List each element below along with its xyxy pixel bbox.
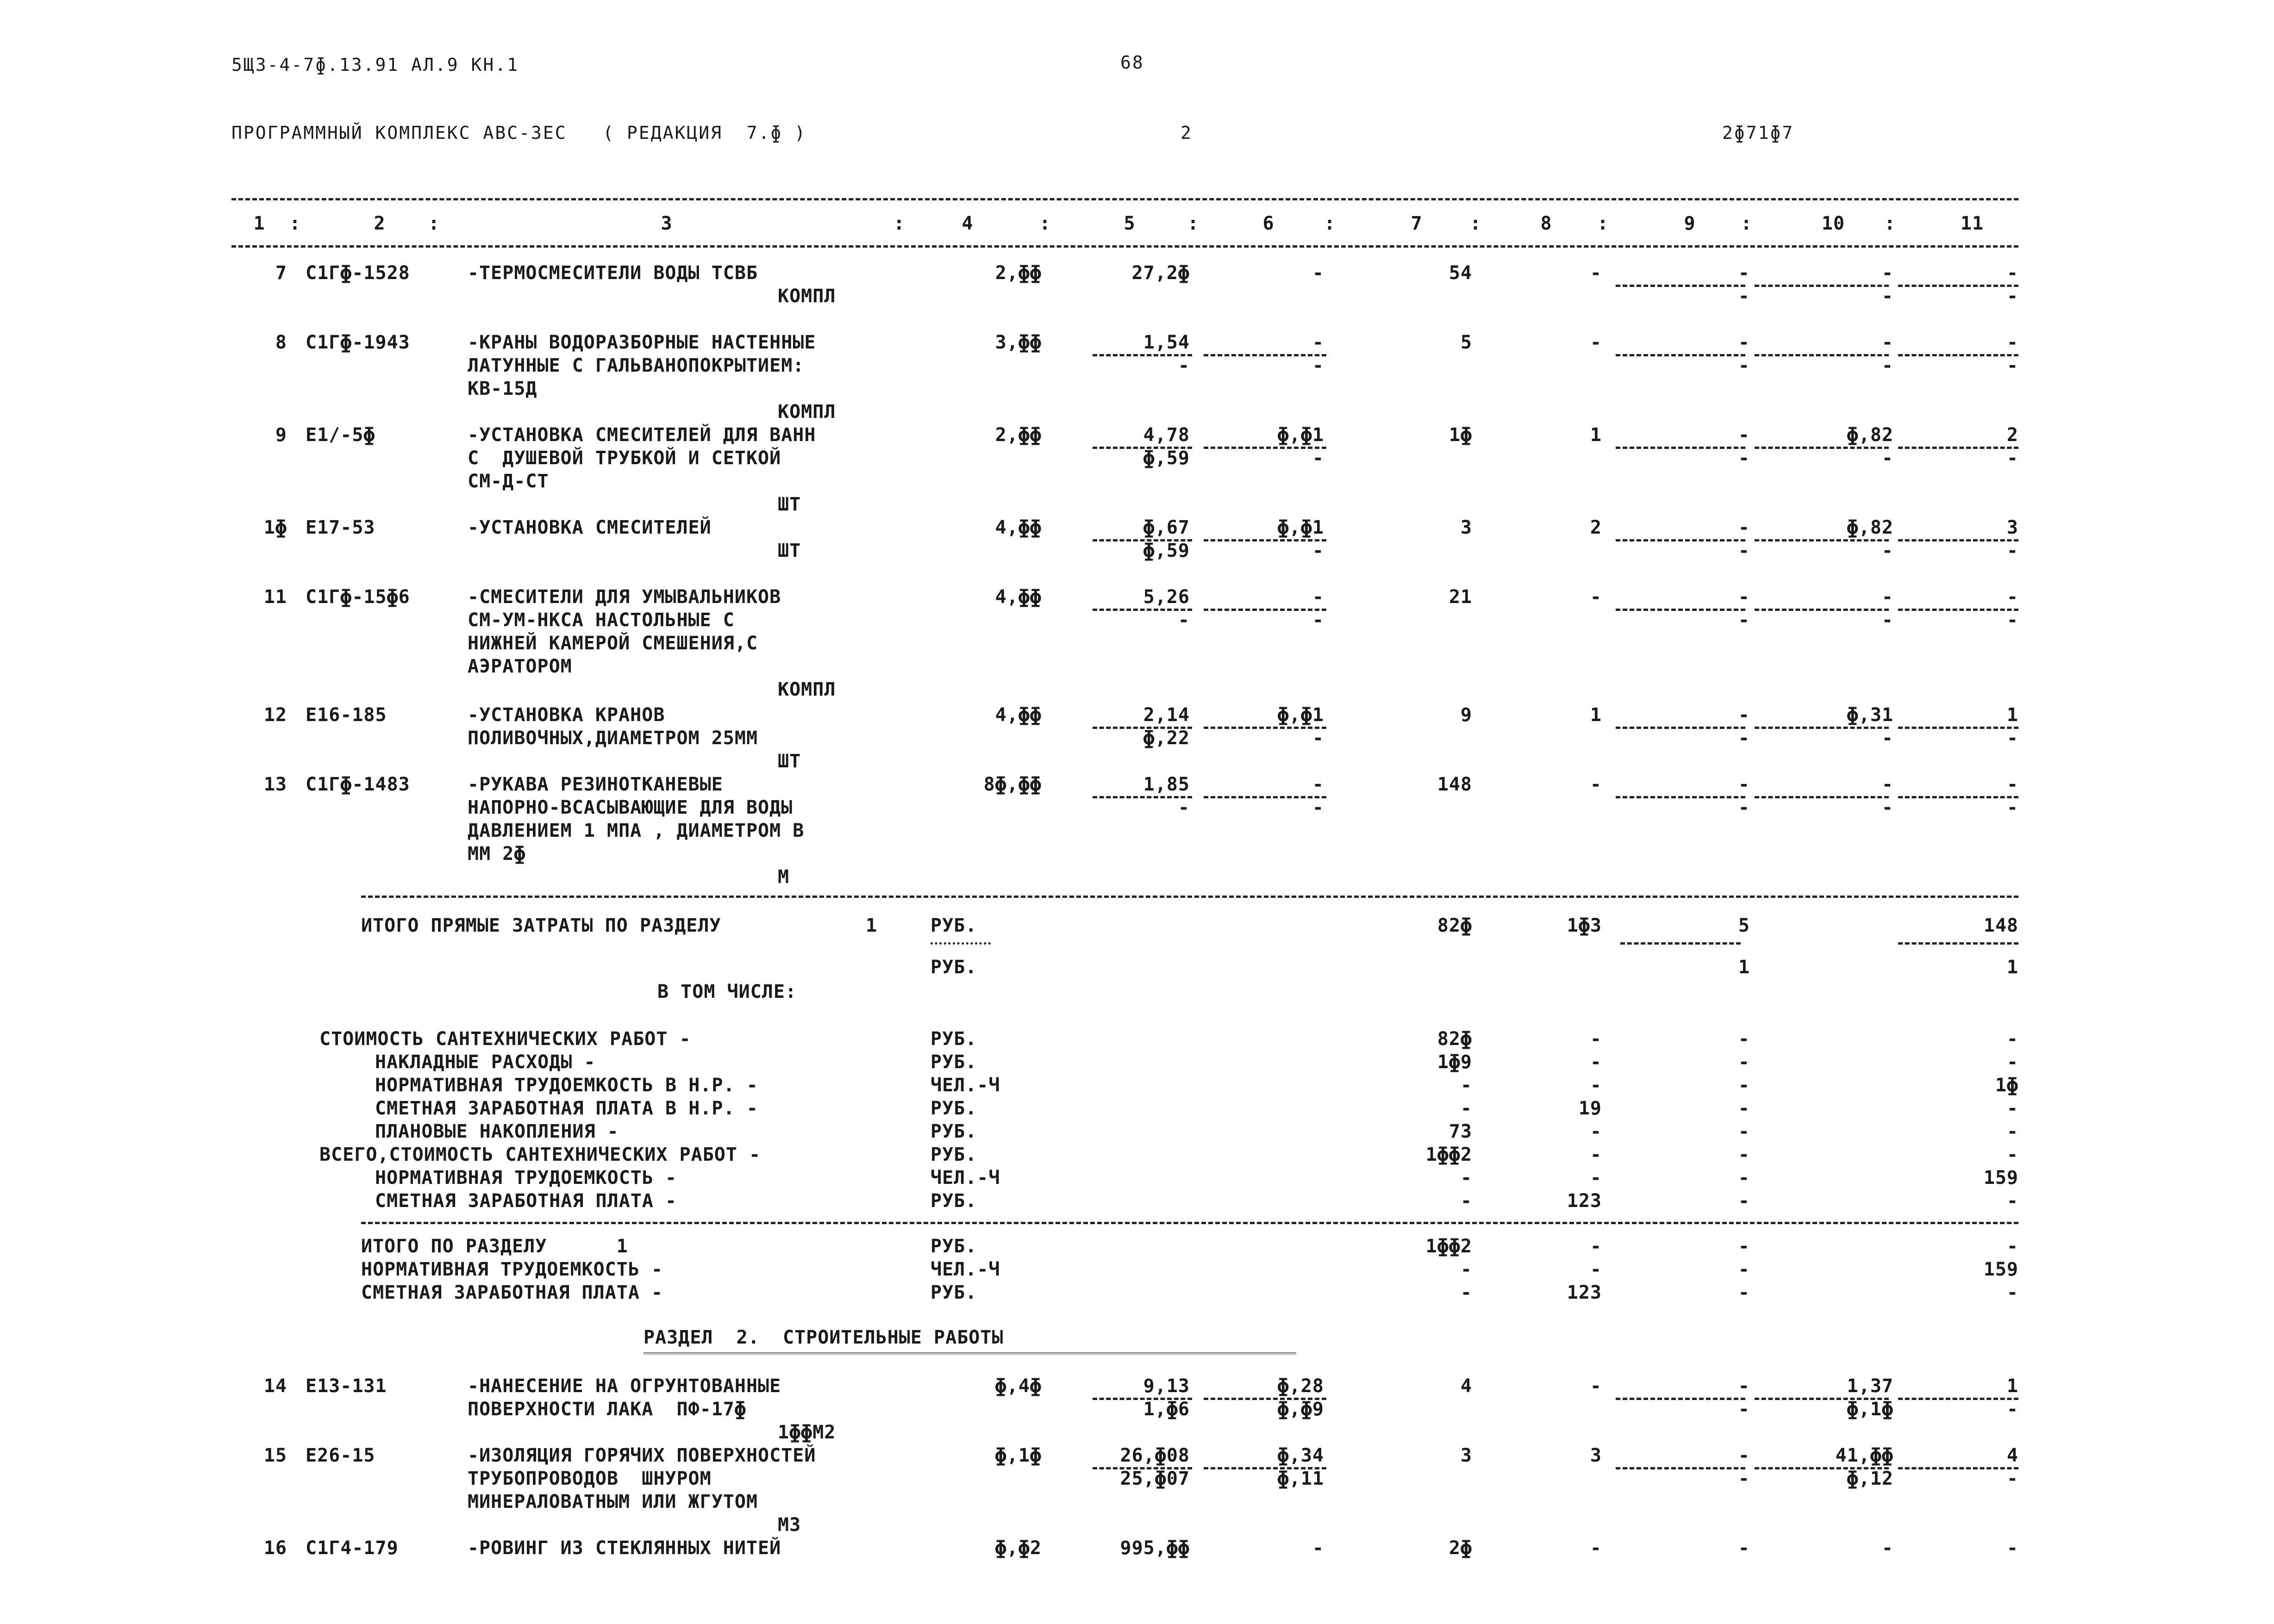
row-col8: 1 [1590,424,1602,446]
row-col6-sub: ɸ,11 [1277,1468,1324,1489]
subtotal-c11-underline [1898,942,2018,945]
summary-col7: 73 [1449,1121,1472,1142]
section-total-col7: - [1460,1282,1472,1303]
row-col5: 5,26 [1143,586,1190,608]
page-number: 68 [1120,52,1144,73]
row-code: Е1/-5ɸ [306,424,375,446]
section-total-unit: ЧЕЛ.-Ч [931,1259,1000,1280]
row-col10: ɸ,31 [1847,704,1893,726]
row-col5-sub: ɸ,22 [1143,728,1190,749]
row-col11: 4 [2006,1445,2018,1466]
summary-label: НОРМАТИВНАЯ ТРУДОЕМКОСТЬ - [375,1167,677,1188]
row-col11-sub: - [2006,540,2018,561]
summary-col7: - [1460,1098,1472,1119]
subtotal-unit: РУБ. [931,915,977,936]
row-col8: - [1590,586,1602,608]
column-separator: : [1884,213,1896,234]
section-total-col7: 1ɸɸ2 [1425,1236,1472,1257]
document-code: 2ɸ71ɸ7 [1722,123,1794,143]
row-col9: - [1738,1537,1750,1559]
row-quantity: 4,ɸɸ [995,517,1042,538]
row-col6-sub: - [1312,448,1324,469]
row-code: С1Гɸ-15ɸ6 [306,586,410,608]
section-2-underline [643,1352,1296,1357]
summary-unit: ЧЕЛ.-Ч [931,1167,1000,1188]
section-total-col9: - [1738,1259,1750,1280]
subtotal-unit-2: РУБ. [931,957,977,978]
row-description-line: -УСТАНОВКА СМЕСИТЕЛЕЙ [468,517,712,538]
column-separator: : [1741,213,1753,234]
row-col7: 4 [1460,1375,1472,1397]
row-col11-sub: - [2006,1468,2018,1489]
row-col8: 2 [1590,517,1602,538]
row-description-line: НИЖНЕЙ КАМЕРОЙ СМЕШЕНИЯ,С [468,633,758,654]
summary-label: СМЕТНАЯ ЗАРАБОТНАЯ ПЛАТА В Н.Р. - [375,1098,758,1119]
row-col5: 9,13 [1143,1375,1190,1397]
summary-unit: РУБ. [931,1052,977,1073]
row-description-line: НАПОРНО-ВСАСЫВАЮЩИЕ ДЛЯ ВОДЫ [468,797,793,818]
row-description-line: -ИЗОЛЯЦИЯ ГОРЯЧИХ ПОВЕРХНОСТЕЙ [468,1445,816,1466]
summary-unit: РУБ. [931,1098,977,1119]
summary-col11: 159 [1983,1167,2018,1188]
summary-col8: 123 [1567,1190,1602,1212]
row-description-line: ММ 2ɸ [468,843,526,865]
section-total-label: ИТОГО ПО РАЗДЕЛУ 1 [361,1236,628,1257]
row-col11: - [2006,1537,2018,1559]
row-col11-sub: - [2006,797,2018,818]
summary-col8: 19 [1578,1098,1602,1119]
row-number: 7 [275,262,287,284]
row-quantity: 3,ɸɸ [995,332,1042,353]
section-total-col7: - [1460,1259,1472,1280]
summary-col9: - [1738,1075,1750,1096]
row-col11: 2 [2006,424,2018,446]
summary-col9: - [1738,1190,1750,1212]
column-header-5: 5 [1124,213,1136,234]
row-col9-sub: - [1738,286,1750,307]
summary-col9: - [1738,1028,1750,1050]
row-col10: 41,ɸɸ [1835,1445,1893,1466]
summary-col11: - [2006,1190,2018,1212]
row-col10: 1,37 [1847,1375,1893,1397]
row-col6: ɸ,ɸ1 [1277,704,1324,726]
row-col7: 1ɸ [1449,424,1472,446]
column-separator: : [1187,213,1199,234]
row-col10: ɸ,82 [1847,517,1893,538]
summary-col8: - [1590,1167,1602,1188]
row-number: 8 [275,332,287,353]
table-header-rule [231,245,2018,248]
summary-col11: - [2006,1028,2018,1050]
row-description-line: -УСТАНОВКА КРАНОВ [468,704,665,726]
row-col9: - [1738,262,1750,284]
summary-col8: - [1590,1028,1602,1050]
row-col9: - [1738,704,1750,726]
section-total-label: НОРМАТИВНАЯ ТРУДОЕМКОСТЬ - [361,1259,663,1280]
row-col11: 1 [2006,1375,2018,1397]
row-number: 15 [263,1445,287,1466]
row-number: 13 [263,774,287,795]
row-col11: - [2006,774,2018,795]
row-col6: ɸ,ɸ1 [1277,517,1324,538]
summary-unit: РУБ. [931,1144,977,1165]
subtotal-c11: 148 [1983,915,2018,936]
row-col11: 3 [2006,517,2018,538]
row-description-line: ПОВЕРХНОСТИ ЛАКА ПФ-17ɸ [468,1399,746,1420]
column-separator: : [893,213,906,234]
row-unit: ШТ [778,540,801,561]
row-col10-sub: - [1881,448,1893,469]
row-col10-sub: - [1881,797,1893,818]
column-header-6: 6 [1262,213,1274,234]
row-col5-sub: 1,ɸ6 [1143,1399,1190,1420]
row-col7: 54 [1449,262,1472,284]
row-col9-sub: - [1738,797,1750,818]
row-unit: КОМПЛ [778,679,836,700]
row-col9-sub: - [1738,1399,1750,1420]
row-col10-sub: - [1881,728,1893,749]
column-separator: : [289,213,301,234]
row-code: Е26-15 [306,1445,375,1466]
summary-col11: - [2006,1121,2018,1142]
row-quantity: ɸ,ɸ2 [995,1537,1042,1559]
row-col6: - [1312,586,1324,608]
summary-col9: - [1738,1144,1750,1165]
subtotal-c11b: 1 [2006,957,2018,978]
summary-unit: РУБ. [931,1028,977,1050]
row-col6-sub: - [1312,355,1324,376]
row-description-line: -РОВИНГ ИЗ СТЕКЛЯННЫХ НИТЕЙ [468,1537,781,1559]
column-header-7: 7 [1411,213,1423,234]
row-unit: ШТ [778,751,801,772]
row-col5: 4,78 [1143,424,1190,446]
row-unit: ШТ [778,494,801,515]
summary-label: ПЛАНОВЫЕ НАКОПЛЕНИЯ - [375,1121,619,1142]
row-code: Е17-53 [306,517,375,538]
row-col9: - [1738,1445,1750,1466]
row-description-line: ТРУБОПРОВОДОВ ШНУРОМ [468,1468,712,1489]
row-col9: - [1738,1375,1750,1397]
row-col7: 2ɸ [1449,1537,1472,1559]
row-col10-sub: ɸ,12 [1847,1468,1893,1489]
section-total-col11: - [2006,1236,2018,1257]
column-header-3: 3 [661,213,673,234]
row-col10: - [1881,774,1893,795]
row-col10: - [1881,332,1893,353]
row-col9-sub: - [1738,540,1750,561]
section-total-col9: - [1738,1282,1750,1303]
row-quantity: ɸ,4ɸ [995,1375,1042,1397]
row-quantity: 4,ɸɸ [995,704,1042,726]
subtotal-c9b: 1 [1738,957,1750,978]
row-col11-sub: - [2006,355,2018,376]
summary-label: СТОИМОСТЬ САНТЕХНИЧЕСКИХ РАБОТ - [319,1028,691,1050]
column-separator: : [1039,213,1051,234]
including-label: В ТОМ ЧИСЛЕ: [657,981,797,1002]
row-col11-sub: - [2006,1399,2018,1420]
row-col5: 26,ɸ08 [1120,1445,1190,1466]
row-number: 1ɸ [263,517,287,538]
column-header-9: 9 [1684,213,1696,234]
row-number: 14 [263,1375,287,1397]
row-col5-sub: ɸ,59 [1143,448,1190,469]
row-col5: 1,85 [1143,774,1190,795]
row-code: С1Гɸ-1483 [306,774,410,795]
row-description-line: -НАНЕСЕНИЕ НА ОГРУНТОВАННЫЕ [468,1375,781,1397]
row-col11: 1 [2006,704,2018,726]
summary-col11: 1ɸ [1995,1075,2018,1096]
row-description-line: СМ-УМ-НКСА НАСТОЛЬНЫЕ С [468,610,735,631]
row-col9-sub: - [1738,728,1750,749]
summary-col8: - [1590,1052,1602,1073]
subtotal-c7: 82ɸ [1437,915,1472,936]
summary-label: НОРМАТИВНАЯ ТРУДОЕМКОСТЬ В Н.Р. - [375,1075,758,1096]
section-total-col8: - [1590,1259,1602,1280]
row-code: С1Гɸ-1943 [306,332,410,353]
row-col7: 3 [1460,1445,1472,1466]
row-col8: 3 [1590,1445,1602,1466]
section-total-col11: - [2006,1282,2018,1303]
row-description-line: -ТЕРМОСМЕСИТЕЛИ ВОДЫ ТСВБ [468,262,758,284]
row-col5: 1,54 [1143,332,1190,353]
row-col6: ɸ,28 [1277,1375,1324,1397]
subtotal-unit-underline [931,942,991,945]
row-col7: 148 [1437,774,1472,795]
row-description-line: С ДУШЕВОЙ ТРУБКОЙ И СЕТКОЙ [468,448,781,469]
column-header-4: 4 [962,213,974,234]
section-total-unit: РУБ. [931,1282,977,1303]
summary-label: СМЕТНАЯ ЗАРАБОТНАЯ ПЛАТА - [375,1190,677,1212]
column-header-2: 2 [374,213,386,234]
row-col7: 21 [1449,586,1472,608]
row-col9: - [1738,332,1750,353]
row-col9: - [1738,774,1750,795]
subtotal-c9-underline [1620,942,1741,945]
section-total-rule [361,1222,2018,1224]
row-col5: 27,2ɸ [1131,262,1190,284]
row-unit: М3 [778,1514,801,1536]
row-quantity: 4,ɸɸ [995,586,1042,608]
row-col11-sub: - [2006,448,2018,469]
row-col6: - [1312,262,1324,284]
row-col8: - [1590,774,1602,795]
row-col6: - [1312,1537,1324,1559]
subtotal-rule [361,896,2018,898]
row-col6-sub: - [1312,610,1324,631]
summary-unit: РУБ. [931,1190,977,1212]
row-description-line: -УСТАНОВКА СМЕСИТЕЛЕЙ ДЛЯ ВАНН [468,424,816,446]
summary-col7: 1ɸɸ2 [1425,1144,1472,1165]
summary-col7: 1ɸ9 [1437,1052,1472,1073]
program-line: ПРОГРАММНЫЙ КОМПЛЕКС АВС-3ЕС ( РЕДАКЦИЯ 7.ɸ ) [231,123,807,143]
table-top-rule [231,198,2018,200]
subtotal-label: ИТОГО ПРЯМЫЕ ЗАТРАТЫ ПО РАЗДЕЛУ [361,915,721,936]
row-col6: - [1312,774,1324,795]
row-col10-sub: - [1881,610,1893,631]
row-number: 9 [275,424,287,446]
row-quantity: ɸ,1ɸ [995,1445,1042,1466]
row-col10: ɸ,82 [1847,424,1893,446]
column-header-10: 10 [1821,213,1845,234]
row-col6-sub: - [1312,797,1324,818]
row-description-line: ПОЛИВОЧНЫХ,ДИАМЕТРОМ 25ММ [468,728,758,749]
row-col6: ɸ,ɸ1 [1277,424,1324,446]
column-header-11: 11 [1960,213,1984,234]
row-col6-sub: - [1312,540,1324,561]
row-col6: ɸ,34 [1277,1445,1324,1466]
row-col5-sub: - [1178,355,1190,376]
row-quantity: 8ɸ,ɸɸ [983,774,1042,795]
column-separator: : [428,213,440,234]
row-col11-sub: - [2006,610,2018,631]
row-number: 12 [263,704,287,726]
row-description-line: АЭРАТОРОМ [468,656,572,677]
section-total-col9: - [1738,1236,1750,1257]
summary-col8: - [1590,1144,1602,1165]
row-col8: - [1590,1537,1602,1559]
summary-col9: - [1738,1167,1750,1188]
row-description-line: ЛАТУННЫЕ С ГАЛЬВАНОПОКРЫТИЕМ: [468,355,805,376]
section-total-unit: РУБ. [931,1236,977,1257]
row-col11: - [2006,586,2018,608]
row-unit: 1ɸɸМ2 [778,1422,836,1443]
summary-unit: РУБ. [931,1121,977,1142]
row-col8: - [1590,262,1602,284]
summary-col7: - [1460,1075,1472,1096]
summary-col9: - [1738,1121,1750,1142]
row-col8: - [1590,1375,1602,1397]
column-separator: : [1324,213,1336,234]
row-col8: - [1590,332,1602,353]
summary-col11: - [2006,1098,2018,1119]
row-col9-sub: - [1738,1468,1750,1489]
summary-col9: - [1738,1052,1750,1073]
row-col9-sub: - [1738,610,1750,631]
summary-col8: - [1590,1075,1602,1096]
row-col5-sub: - [1178,610,1190,631]
summary-col7: 82ɸ [1437,1028,1472,1050]
row-col8: 1 [1590,704,1602,726]
row-col6: - [1312,332,1324,353]
row-code: Е13-131 [306,1375,387,1397]
row-col9: - [1738,424,1750,446]
row-description-line: МИНЕРАЛОВАТНЫМ ИЛИ ЖГУТОМ [468,1491,758,1512]
row-unit: КОМПЛ [778,286,836,307]
sheet-number: 2 [1181,123,1193,143]
row-description-line: КВ-15Д [468,378,537,399]
row-col9: - [1738,517,1750,538]
row-col5-sub: - [1178,797,1190,818]
column-header-8: 8 [1540,213,1552,234]
row-number: 11 [263,586,287,608]
row-quantity: 2,ɸɸ [995,262,1042,284]
subtotal-c8: 1ɸ3 [1567,915,1602,936]
summary-col7: - [1460,1190,1472,1212]
column-header-1: 1 [253,213,265,234]
row-col11-sub: - [2006,286,2018,307]
row-col10: - [1881,1537,1893,1559]
row-col5-sub: ɸ,59 [1143,540,1190,561]
row-col6-sub: ɸ,ɸ9 [1277,1399,1324,1420]
row-col7: 3 [1460,517,1472,538]
row-unit: КОМПЛ [778,401,836,423]
summary-col7: - [1460,1167,1472,1188]
row-description-line: -СМЕСИТЕЛИ ДЛЯ УМЫВАЛЬНИКОВ [468,586,781,608]
row-code: Е16-185 [306,704,387,726]
row-col10: - [1881,262,1893,284]
summary-col9: - [1738,1098,1750,1119]
row-col5: 995,ɸɸ [1120,1537,1190,1559]
row-number: 16 [263,1537,287,1559]
row-description-line: ДАВЛЕНИЕМ 1 МПА , ДИАМЕТРОМ В [468,820,805,841]
section-total-col8: - [1590,1236,1602,1257]
row-code: С1Гɸ-1528 [306,262,410,284]
section-2-title: РАЗДЕЛ 2. СТРОИТЕЛЬНЫЕ РАБОТЫ [643,1327,1004,1348]
row-col7: 9 [1460,704,1472,726]
row-col10-sub: - [1881,286,1893,307]
summary-col11: - [2006,1052,2018,1073]
row-col6-sub: - [1312,728,1324,749]
summary-col11: - [2006,1144,2018,1165]
summary-unit: ЧЕЛ.-Ч [931,1075,1000,1096]
summary-col8: - [1590,1121,1602,1142]
row-col9-sub: - [1738,448,1750,469]
row-col10: - [1881,586,1893,608]
row-col11: - [2006,262,2018,284]
row-code: С1Г4-179 [306,1537,399,1559]
row-col11-sub: - [2006,728,2018,749]
row-col5: 2,14 [1143,704,1190,726]
summary-label: ВСЕГО,СТОИМОСТЬ САНТЕХНИЧЕСКИХ РАБОТ - [319,1144,761,1165]
section-total-col8: 123 [1567,1282,1602,1303]
section-total-label: СМЕТНАЯ ЗАРАБОТНАЯ ПЛАТА - [361,1282,663,1303]
row-col5: ɸ,67 [1143,517,1190,538]
row-col9-sub: - [1738,355,1750,376]
column-separator: : [1470,213,1482,234]
column-separator: : [1597,213,1609,234]
row-col10-sub: - [1881,540,1893,561]
row-quantity: 2,ɸɸ [995,424,1042,446]
row-col10-sub: ɸ,1ɸ [1847,1399,1893,1420]
section-total-col11: 159 [1983,1259,2018,1280]
subtotal-section: 1 [866,915,878,936]
row-col10-sub: - [1881,355,1893,376]
row-description-line: СМ-Д-СТ [468,471,549,492]
row-col9: - [1738,586,1750,608]
doc-code: 5Щ3-4-7ɸ.13.91 АЛ.9 КН.1 [231,55,519,75]
summary-label: НАКЛАДНЫЕ РАСХОДЫ - [375,1052,596,1073]
row-col5-sub: 25,ɸ07 [1120,1468,1190,1489]
row-col7: 5 [1460,332,1472,353]
row-description-line: -КРАНЫ ВОДОРАЗБОРНЫЕ НАСТЕННЫЕ [468,332,816,353]
row-description-line: -РУКАВА РЕЗИНОТКАНЕВЫЕ [468,774,723,795]
subtotal-c9: 5 [1738,915,1750,936]
row-unit: М [778,866,790,888]
row-col11: - [2006,332,2018,353]
